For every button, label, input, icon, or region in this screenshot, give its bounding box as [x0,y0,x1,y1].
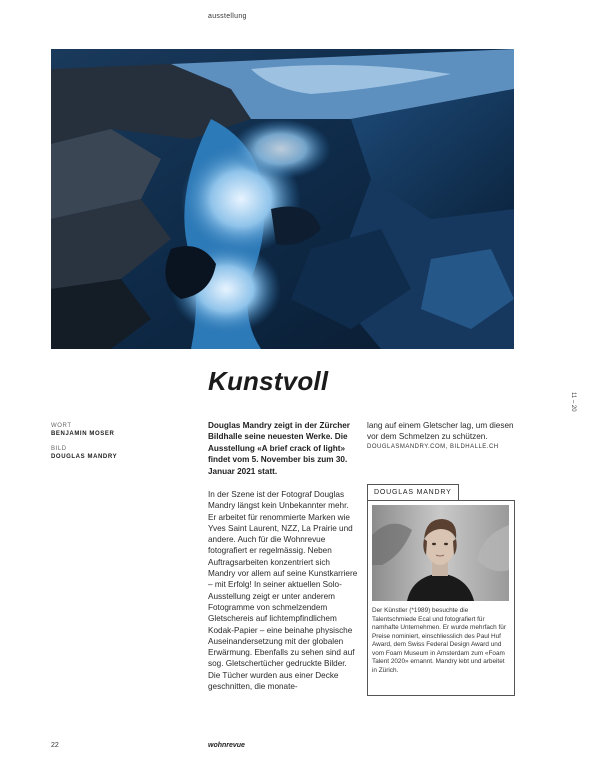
photo-credit-label: BILD [51,446,67,452]
magazine-name: wohnrevue [208,742,245,749]
photo-credit-author: DOUGLAS MANDRY [51,454,118,460]
portrait-illustration [372,505,509,601]
artist-portrait [372,505,509,601]
credits [51,422,117,468]
body-continuation: lang auf einem Gletscher lag, um diesen vor dem Schmelzen zu schützen. [367,421,514,442]
artist-info-box [367,500,515,696]
artist-caption: Der Künstler (*1989) besuchte die Talentschmiede Ecal und fotografiert für namhafte Unternehmen. Er wurde mehrfach für Preise nominiert, einschliesslich des Paul Huf Award, dem Swiss Federal Design Award und vom Foam Museum in Amsterdam zum «Foam Talent 2020» ernannt. Mandry lebt und arbeitet in Zürich. [372,607,506,674]
page-number: 22 [51,742,59,749]
hero-illustration [51,49,514,349]
body-paragraph: In der Szene ist der Fotograf Douglas Mandry längst kein Unbekannter mehr. Er arbeitet für renommierte Marken wie Yves Saint Laurent, NZZ, La Prairie und andere. Auch für die Wohnrevue fotografiert er regelmässig. Neben Auftragsarbeiten konzentriert sich Mandry vor allem auf seine Kunstkarriere – mit Erfolg! In seiner aktuellen Solo-Ausstellung zeigt er unter anderem Fotogramme von schmelzendem Gletschereis auf lichtempfindlichem Kodak-Papier – eine beinahe physische Auseinandersetzung mit der globalen Erwärmung. Ebenfalls zu sehen sind auf sog. Gletschertücher gedruckte Bilder. Die Tücher wurden aus einer Decke geschnitten, die monate- [208,490,358,692]
text-credit-label: WORT [51,423,72,429]
lead-paragraph: Douglas Mandry zeigt in der Zürcher Bildhalle seine neuesten Werke. Die Ausstellung «A brief crack of light» findet vom 5. November bis zum 30. Januar 2021 statt. [208,421,350,476]
page-range: 11 – 20 [570,392,576,412]
hero-photo-glacier-water [51,49,514,349]
artist-box-heading: DOUGLAS MANDRY [367,484,459,501]
website-links[interactable]: DOUGLASMANDRY.COM, BILDHALLE.CH [367,444,499,450]
article-title: Kunstvoll [208,366,329,396]
section-label: ausstellung [208,13,247,20]
text-credit-author: BENJAMIN MOSER [51,431,115,437]
